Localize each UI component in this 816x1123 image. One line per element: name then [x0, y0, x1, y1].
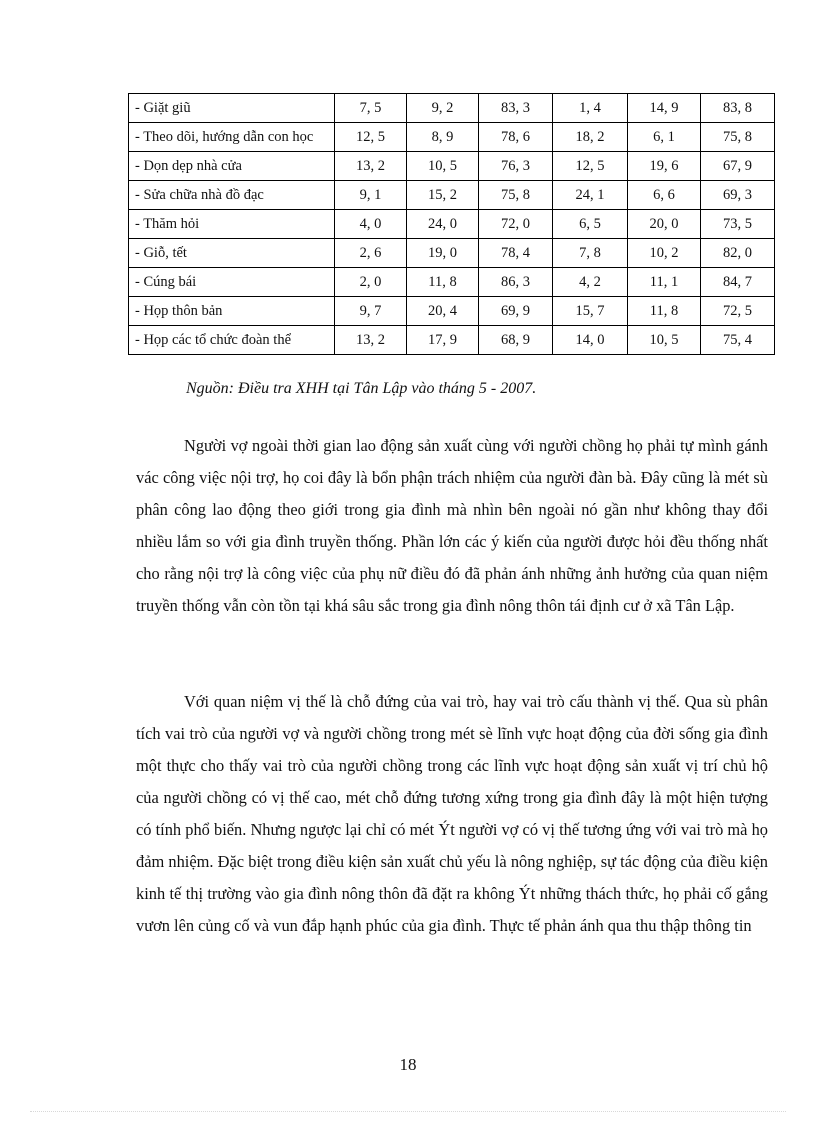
table-cell: 24, 1: [553, 181, 628, 210]
table-row: [129, 297, 775, 326]
table-cell: 75, 8: [479, 181, 553, 210]
table-row: [129, 181, 775, 210]
table-cell: 4, 2: [553, 268, 628, 297]
table-cell: 14, 0: [553, 326, 628, 355]
table-cell: 84, 7: [701, 268, 775, 297]
table-cell: 82, 0: [701, 239, 775, 268]
table-cell: 14, 9: [628, 94, 701, 123]
row-label: - Dọn dẹp nhà cửa: [129, 152, 335, 181]
table-cell: 18, 2: [553, 123, 628, 152]
table-cell: 13, 2: [335, 152, 407, 181]
table-row: [129, 268, 775, 297]
table-cell: 11, 8: [628, 297, 701, 326]
table-cell: 9, 2: [407, 94, 479, 123]
table-cell: 19, 0: [407, 239, 479, 268]
table-cell: 69, 3: [701, 181, 775, 210]
paragraph-2: Với quan niệm vị thế là chỗ đứng của vai trò, hay vai trò cấu thành vị thế. Qua sù phân tích vai trò của người vợ và người chồng trong mét sè lĩnh vực hoạt động của đời sống gia đình một thực cho thấy vai trò của người chồng trong các lĩnh vực hoạt động sản xuất vị trí chủ hộ của người chồng có vị thế cao, mét chỗ đứng tương xứng trong gia đình đây là một hiện tượng có tính phổ biến. Nhưng ngược lại chỉ có mét Ýt người vợ có vị thế tương ứng với vai trò mà họ đảm nhiệm. Đặc biệt trong điều kiện sản xuất chủ yếu là nông nghiệp, sự tác động của điều kiện kinh tế thị trường vào gia đình nông thôn đã đặt ra không Ýt những thách thức, họ phải cố gắng vươn lên củng cố và vun đắp hạnh phúc của gia đình. Thực tế phản ánh qua thu thập thông tin: [136, 692, 768, 935]
table-cell: 9, 7: [335, 297, 407, 326]
table-cell: 69, 9: [479, 297, 553, 326]
statistics-table: [128, 93, 775, 355]
table-cell: 67, 9: [701, 152, 775, 181]
row-label: - Giỗ, tết: [129, 239, 335, 268]
table-cell: 68, 9: [479, 326, 553, 355]
table-cell: 10, 5: [407, 152, 479, 181]
table-body: [129, 94, 775, 355]
row-label: - Thăm hỏi: [129, 210, 335, 239]
table-cell: 19, 6: [628, 152, 701, 181]
table-cell: 78, 4: [479, 239, 553, 268]
table-cell: 10, 5: [628, 326, 701, 355]
paragraph-1: Người vợ ngoài thời gian lao động sản xuất cùng với người chồng họ phải tự mình gánh vác công việc nội trợ, họ coi đây là bổn phận trách nhiệm của người đàn bà. Đây cũng là mét sù phân công lao động theo giới trong gia đình mà nhìn bên ngoài nó gần như không thay đổi nhiều lắm so với gia đình truyền thống. Phần lớn các ý kiến của người được hỏi đều thống nhất cho rằng nội trợ là công việc của phụ nữ điều đó đã phản ánh những ảnh hưởng của quan niệm truyền thống vẫn còn tồn tại khá sâu sắc trong gia đình nông thôn tái định cư ở xã Tân Lập.: [136, 436, 768, 615]
table-cell: 11, 1: [628, 268, 701, 297]
table-cell: 15, 2: [407, 181, 479, 210]
table-cell: 15, 7: [553, 297, 628, 326]
row-label: - Cúng bái: [129, 268, 335, 297]
table-cell: 8, 9: [407, 123, 479, 152]
table-row: [129, 210, 775, 239]
row-label: - Giặt giũ: [129, 94, 335, 123]
table-row: [129, 123, 775, 152]
table-cell: 9, 1: [335, 181, 407, 210]
row-label: - Họp thôn bản: [129, 297, 335, 326]
table-cell: 6, 1: [628, 123, 701, 152]
table-cell: 2, 0: [335, 268, 407, 297]
bottom-dotted-rule: [30, 1111, 786, 1112]
table-cell: 78, 6: [479, 123, 553, 152]
table-cell: 76, 3: [479, 152, 553, 181]
table-row: [129, 94, 775, 123]
table-cell: 83, 8: [701, 94, 775, 123]
table-cell: 12, 5: [553, 152, 628, 181]
table-cell: 20, 0: [628, 210, 701, 239]
page-number: 18: [399, 1055, 417, 1074]
table-cell: 86, 3: [479, 268, 553, 297]
table-row: [129, 326, 775, 355]
row-label: - Theo dõi, hướng dẫn con học: [129, 123, 335, 152]
row-label: - Sửa chữa nhà đồ đạc: [129, 181, 335, 210]
table-cell: 20, 4: [407, 297, 479, 326]
table-row: [129, 152, 775, 181]
table-cell: 75, 8: [701, 123, 775, 152]
row-label: - Họp các tổ chức đoàn thể: [129, 326, 335, 355]
table-cell: 24, 0: [407, 210, 479, 239]
table-cell: 13, 2: [335, 326, 407, 355]
table-cell: 72, 0: [479, 210, 553, 239]
table-cell: 6, 5: [553, 210, 628, 239]
table-row: [129, 239, 775, 268]
table-cell: 75, 4: [701, 326, 775, 355]
table-cell: 12, 5: [335, 123, 407, 152]
table-cell: 1, 4: [553, 94, 628, 123]
table-cell: 73, 5: [701, 210, 775, 239]
table-cell: 6, 6: [628, 181, 701, 210]
table-source-note: Nguồn: Điều tra XHH tại Tân Lập vào tháng 5 - 2007.: [186, 380, 537, 397]
table-cell: 7, 5: [335, 94, 407, 123]
table-cell: 83, 3: [479, 94, 553, 123]
table-cell: 72, 5: [701, 297, 775, 326]
table-cell: 2, 6: [335, 239, 407, 268]
table-cell: 11, 8: [407, 268, 479, 297]
table-cell: 7, 8: [553, 239, 628, 268]
table-cell: 10, 2: [628, 239, 701, 268]
table-cell: 4, 0: [335, 210, 407, 239]
table-cell: 17, 9: [407, 326, 479, 355]
